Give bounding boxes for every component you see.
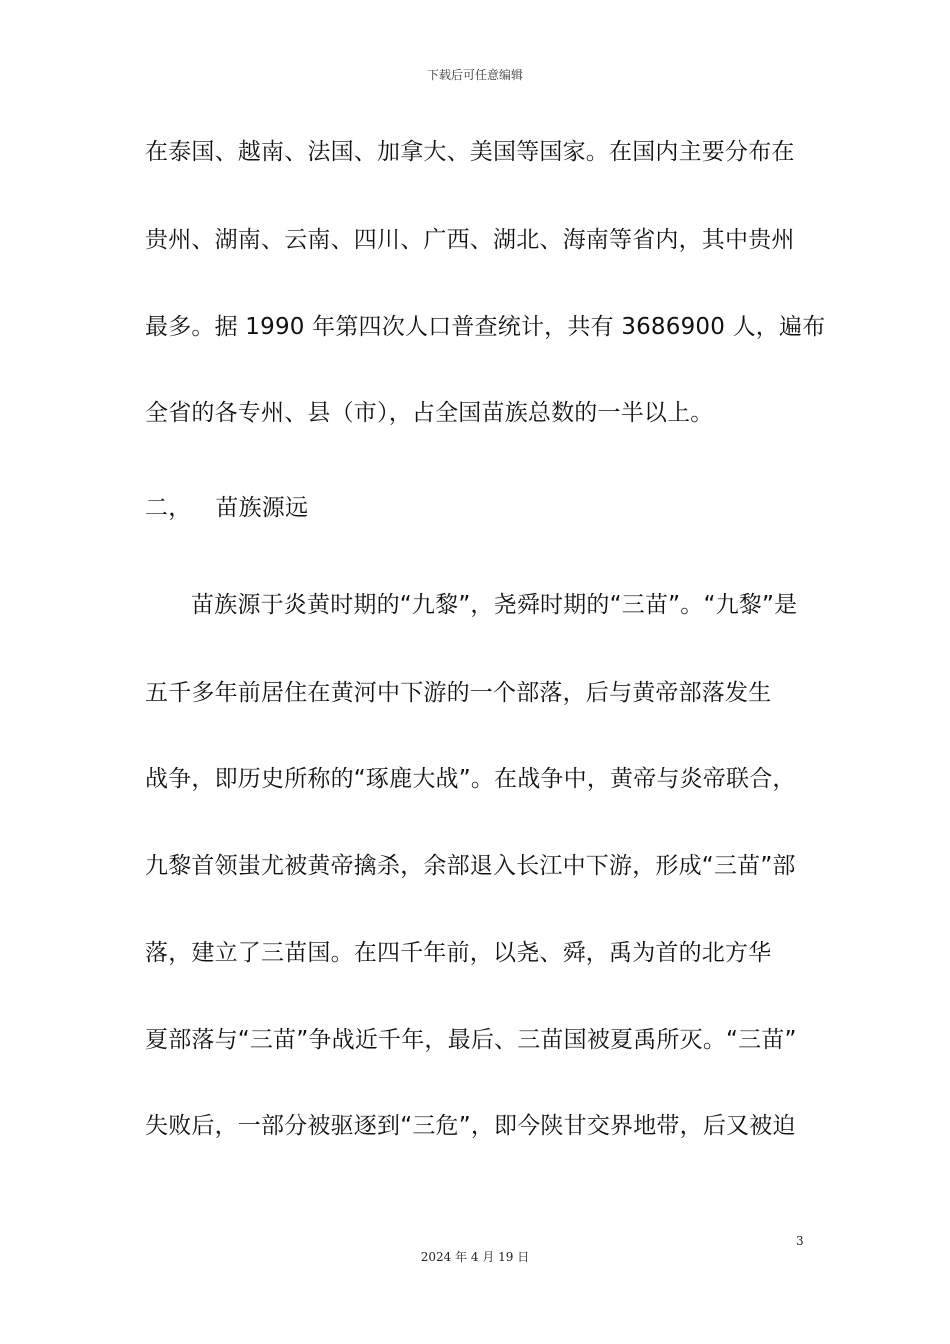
paragraph-2-line-4: 九黎首领蚩尤被黄帝擒杀，余部退入长江中下游，形成“三苗”部 [145, 853, 796, 879]
section-heading [145, 493, 810, 523]
page-number: 3 [796, 1234, 804, 1248]
paragraph-1-line-1: 在泰国、越南、法国、加拿大、美国等国家。在国内主要分布在 [145, 139, 795, 165]
paragraph-1-line-2: 贵州、湖南、云南、四川、广西、湖北、海南等省内，其中贵州 [145, 227, 795, 253]
paragraph-2-line-3: 战争，即历史所称的“琢鹿大战”。在战争中，黄帝与炎帝联合， [145, 766, 796, 792]
paragraph-2-line-5: 落，建立了三苗国。在四千年前，以尧、舜，禹为首的北方华 [145, 940, 772, 966]
paragraph-2-line-7: 失败后，一部分被驱逐到“三危”，即今陕甘交界地带，后又被迫 [145, 1113, 796, 1139]
section-number: 二， [145, 495, 192, 521]
page-header: 下载后可任意编辑 [426, 68, 523, 82]
paragraph-1-line-4: 全省的各专州、县（市），占全国苗族总数的一半以上。 [145, 400, 714, 426]
paragraph-1-line-3: 最多。据 1990 年第四次人口普查统计，共有 3686900 人，遍布 [145, 314, 826, 340]
section-title: 苗族源远 [215, 495, 309, 521]
footer-date: 2024 年 4 月 19 日 [420, 1250, 530, 1264]
paragraph-2-line-1-text: 苗族源于炎黄时期的“九黎”，尧舜时期的“三苗”。“九黎”是 [191, 592, 798, 618]
paragraph-2-line-6: 夏部落与“三苗”争战近千年，最后、三苗国被夏禹所灭。“三苗” [145, 1027, 797, 1053]
paragraph-2-line-2: 五千多年前居住在黄河中下游的一个部落，后与黄帝部落发生 [145, 680, 772, 706]
paragraph-2-line-1 [145, 590, 810, 620]
